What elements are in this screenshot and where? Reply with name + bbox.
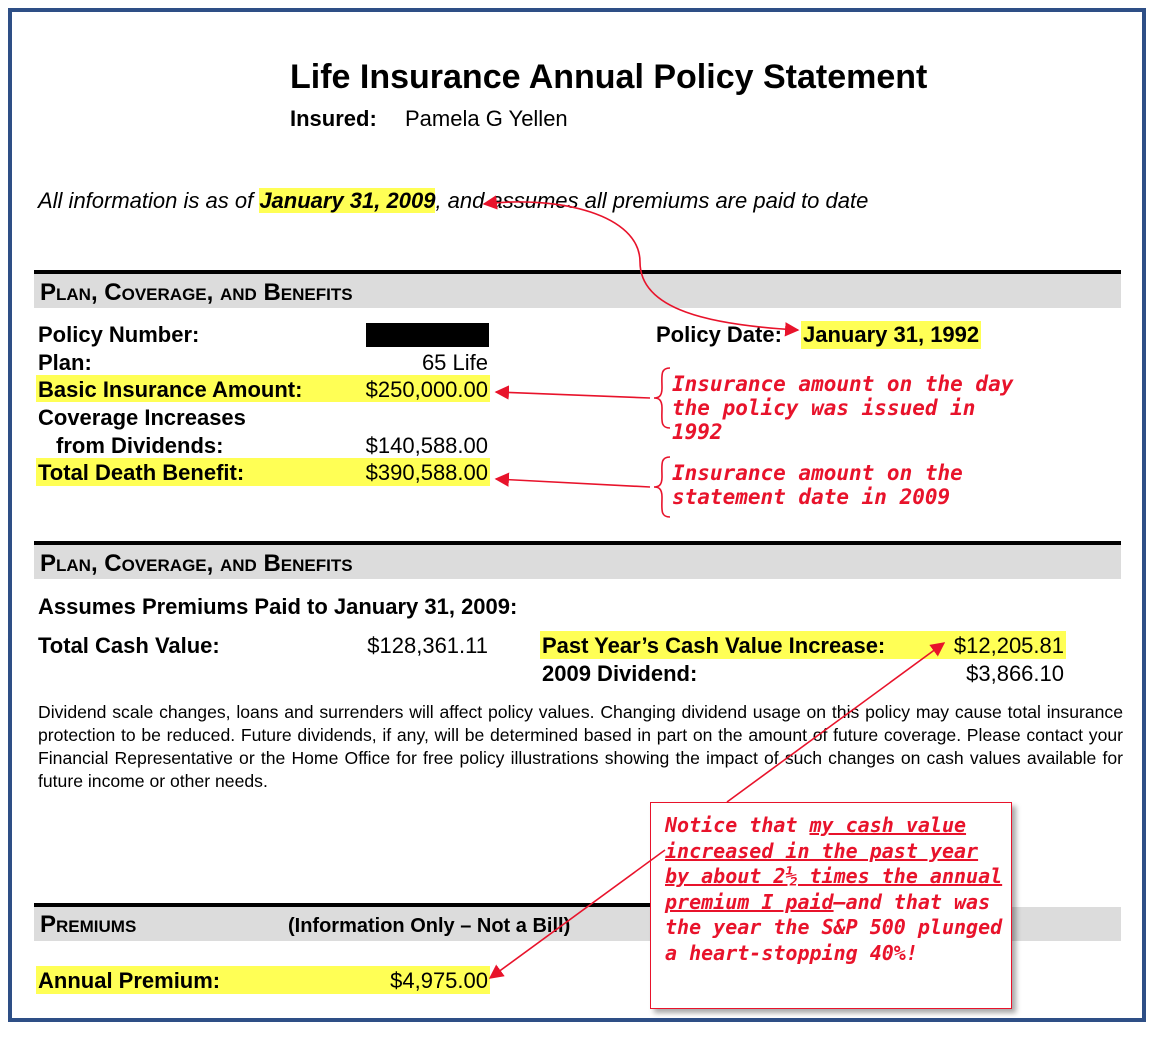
plan-value: 65 Life <box>421 350 488 375</box>
premiums-title: Premiums <box>40 911 137 938</box>
arrow-date-curve <box>484 202 798 330</box>
cash-increase-value: $12,205.81 <box>953 633 1064 658</box>
cash-value-value: $128,361.11 <box>367 633 488 658</box>
basic-amount-value: $250,000.00 <box>365 377 488 402</box>
annual-premium-label: Annual Premium: <box>38 968 221 993</box>
assumes-premiums-heading: Assumes Premiums Paid to January 31, 2009: <box>38 594 518 619</box>
policy-number-label: Policy Number: <box>38 322 200 347</box>
brace-note1 <box>654 368 670 428</box>
cash-value-label: Total Cash Value: <box>38 633 220 658</box>
callout-text-start: Notice that <box>665 813 810 837</box>
annotation-issued-line1: Insurance amount on the day <box>672 372 1014 396</box>
brace-note2 <box>654 457 670 517</box>
section2-title: Plan, Coverage, and Benefits <box>40 550 353 577</box>
arrow-basic-amount <box>496 392 650 398</box>
coverage-increases-value: $140,588.00 <box>365 433 488 458</box>
death-benefit-value: $390,588.00 <box>365 460 488 485</box>
policy-date-label: Policy Date: <box>656 322 782 347</box>
as-of-suffix: , and assumes all premiums are paid to date <box>435 188 869 213</box>
insured-name: Pamela G Yellen <box>405 106 568 131</box>
insured-label: Insured: <box>290 106 377 131</box>
dividend-value: $3,866.10 <box>966 661 1064 686</box>
from-dividends-label: from Dividends: <box>56 433 224 458</box>
callout-text-underlined: my cash value increased in the past year by about 2½ times the annual premium I paid <box>665 813 1003 914</box>
annotation-issued-line2: the policy was issued in 1992 <box>672 396 976 444</box>
annual-premium-value: $4,975.00 <box>390 968 488 993</box>
dividend-label: 2009 Dividend: <box>542 661 698 686</box>
coverage-increases-label: Coverage Increases <box>38 405 246 430</box>
page-title: Life Insurance Annual Policy Statement <box>290 58 928 96</box>
disclaimer-paragraph: Dividend scale changes, loans and surrenders will affect policy values. Changing dividend usage on this policy may cause total insurance protection to be reduced. Future dividends, if any, will be determined based in part on the amount of future coverage. Please contact your Financial Representative or the Home Office for free policy illustrations showing the impact of such changes on cash values available for future income or other needs. <box>38 702 1123 791</box>
as-of-date: January 31, 2009 <box>259 188 436 213</box>
as-of-prefix: All information is as of <box>38 188 260 213</box>
plan-label: Plan: <box>38 350 92 375</box>
death-benefit-label: Total Death Benefit: <box>38 460 245 485</box>
policy-date-value: January 31, 1992 <box>803 322 980 347</box>
arrow-annual-premium <box>490 850 665 978</box>
cash-increase-label: Past Year’s Cash Value Increase: <box>542 633 886 658</box>
premiums-subtitle: (Information Only – Not a Bill) <box>288 915 571 937</box>
annotation-statement-line1: Insurance amount on the <box>672 461 963 485</box>
callout-text-end: —and that was the year the S&P 500 plunged a heart-stopping 40%! <box>665 889 1003 965</box>
arrow-death-benefit <box>496 479 650 487</box>
annotation-statement-line2: statement date in 2009 <box>672 485 951 509</box>
basic-amount-label: Basic Insurance Amount: <box>38 377 303 402</box>
section1-title: Plan, Coverage, and Benefits <box>40 279 353 306</box>
arrow-cash-increase <box>727 643 944 802</box>
